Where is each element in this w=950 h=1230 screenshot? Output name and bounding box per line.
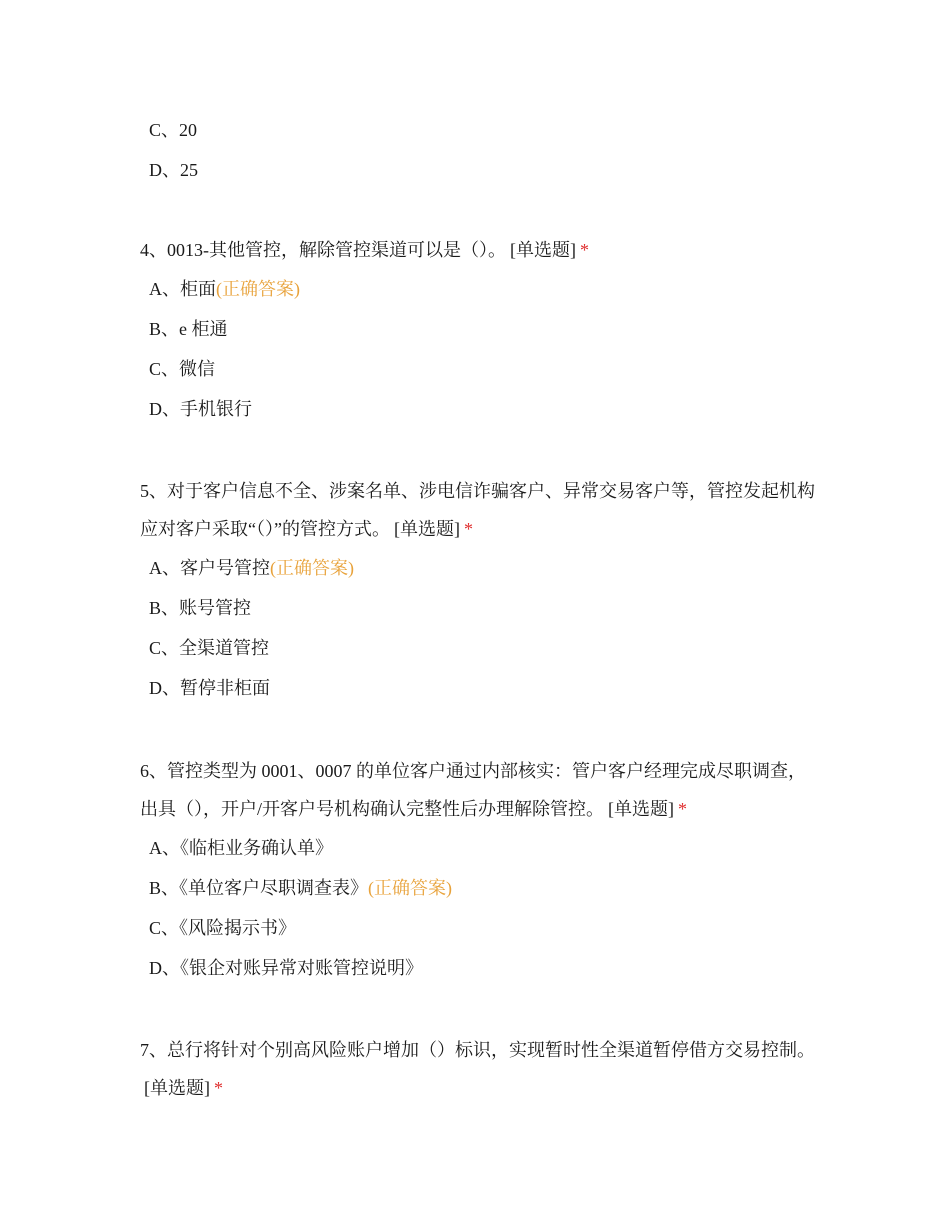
option-text: 《银企对账异常对账管控说明》 bbox=[180, 958, 423, 978]
question-text: 总行将针对个别高风险账户增加（）标识，实现暂时性全渠道暂停借方交易控制。 bbox=[167, 1040, 815, 1060]
option-letter: C、 bbox=[149, 359, 180, 379]
option-text: e 柜通 bbox=[179, 319, 228, 339]
option-letter: B、 bbox=[149, 319, 180, 339]
option-b[interactable] bbox=[140, 317, 820, 357]
question-7 bbox=[140, 1031, 820, 1107]
option-letter: C、 bbox=[149, 918, 180, 938]
option-letter: B、 bbox=[149, 598, 180, 618]
option-letter: C、 bbox=[149, 120, 180, 140]
option-letter: A、 bbox=[149, 838, 180, 858]
question-title bbox=[140, 231, 820, 269]
option-text: 《风险揭示书》 bbox=[179, 918, 297, 938]
option-b[interactable] bbox=[140, 596, 820, 636]
option-letter: B、 bbox=[149, 878, 180, 898]
question-text: 对于客户信息不全、涉案名单、涉电信诈骗客户、异常交易客户等，管控发起机构应对客户采取“（）”的管控方式。 bbox=[140, 481, 815, 539]
option-a[interactable] bbox=[140, 836, 820, 876]
option-text: 《临柜业务确认单》 bbox=[180, 838, 333, 858]
option-text: 手机银行 bbox=[180, 399, 252, 419]
question-number: 4、 bbox=[140, 240, 167, 260]
question-number: 6、 bbox=[140, 761, 167, 781]
option-letter: A、 bbox=[149, 558, 180, 578]
option-c[interactable] bbox=[140, 357, 820, 397]
question-title bbox=[140, 472, 820, 548]
required-mark: * bbox=[214, 1078, 223, 1098]
correct-answer-mark: (正确答案) bbox=[270, 558, 354, 578]
option-text: 20 bbox=[179, 120, 198, 140]
correct-answer-mark: (正确答案) bbox=[216, 279, 300, 299]
option-text: 《单位客户尽职调查表》 bbox=[179, 878, 369, 898]
required-mark: * bbox=[678, 799, 687, 819]
required-mark: * bbox=[463, 519, 473, 539]
question-5 bbox=[140, 472, 820, 716]
option-text: 25 bbox=[180, 160, 198, 180]
question-type-tag: [单选题] bbox=[393, 519, 460, 539]
question-number: 5、 bbox=[140, 481, 167, 501]
question-type-tag: [单选题] bbox=[144, 1078, 210, 1098]
option-a[interactable] bbox=[140, 556, 820, 596]
question-4 bbox=[140, 231, 820, 437]
option-letter: D、 bbox=[149, 958, 180, 978]
required-mark: * bbox=[580, 240, 589, 260]
question-text: 管控类型为 0001、0007 的单位客户通过内部核实：管户客户经理完成尽职调查，出具（），开户/开客户号机构确认完整性后办理解除管控。 bbox=[140, 761, 806, 819]
question-title bbox=[140, 1031, 820, 1107]
option-c[interactable] bbox=[140, 118, 820, 158]
option-d[interactable] bbox=[140, 158, 820, 198]
question-text: 0013-其他管控，解除管控渠道可以是（）。 bbox=[167, 240, 506, 260]
option-text: 客户号管控 bbox=[180, 558, 270, 578]
option-c[interactable] bbox=[140, 636, 820, 676]
question-type-tag: [单选题] bbox=[510, 240, 576, 260]
option-b[interactable] bbox=[140, 876, 820, 916]
option-letter: D、 bbox=[149, 160, 180, 180]
question-type-tag: [单选题] bbox=[608, 799, 674, 819]
correct-answer-mark: (正确答案) bbox=[368, 878, 453, 898]
question-title bbox=[140, 752, 820, 828]
option-c[interactable] bbox=[140, 916, 820, 956]
option-text: 账号管控 bbox=[179, 598, 252, 618]
question-number: 7、 bbox=[140, 1040, 167, 1060]
option-d[interactable] bbox=[140, 956, 820, 996]
option-a[interactable] bbox=[140, 277, 820, 317]
question-6 bbox=[140, 752, 820, 996]
option-d[interactable] bbox=[140, 397, 820, 437]
option-text: 暂停非柜面 bbox=[180, 678, 270, 698]
option-letter: C、 bbox=[149, 638, 180, 658]
option-d[interactable] bbox=[140, 676, 820, 716]
option-text: 微信 bbox=[179, 359, 216, 379]
question-3-fragment bbox=[140, 118, 820, 198]
option-text: 柜面 bbox=[180, 279, 216, 299]
option-letter: D、 bbox=[149, 399, 180, 419]
option-text: 全渠道管控 bbox=[179, 638, 270, 658]
option-letter: D、 bbox=[149, 678, 180, 698]
option-letter: A、 bbox=[149, 279, 180, 299]
